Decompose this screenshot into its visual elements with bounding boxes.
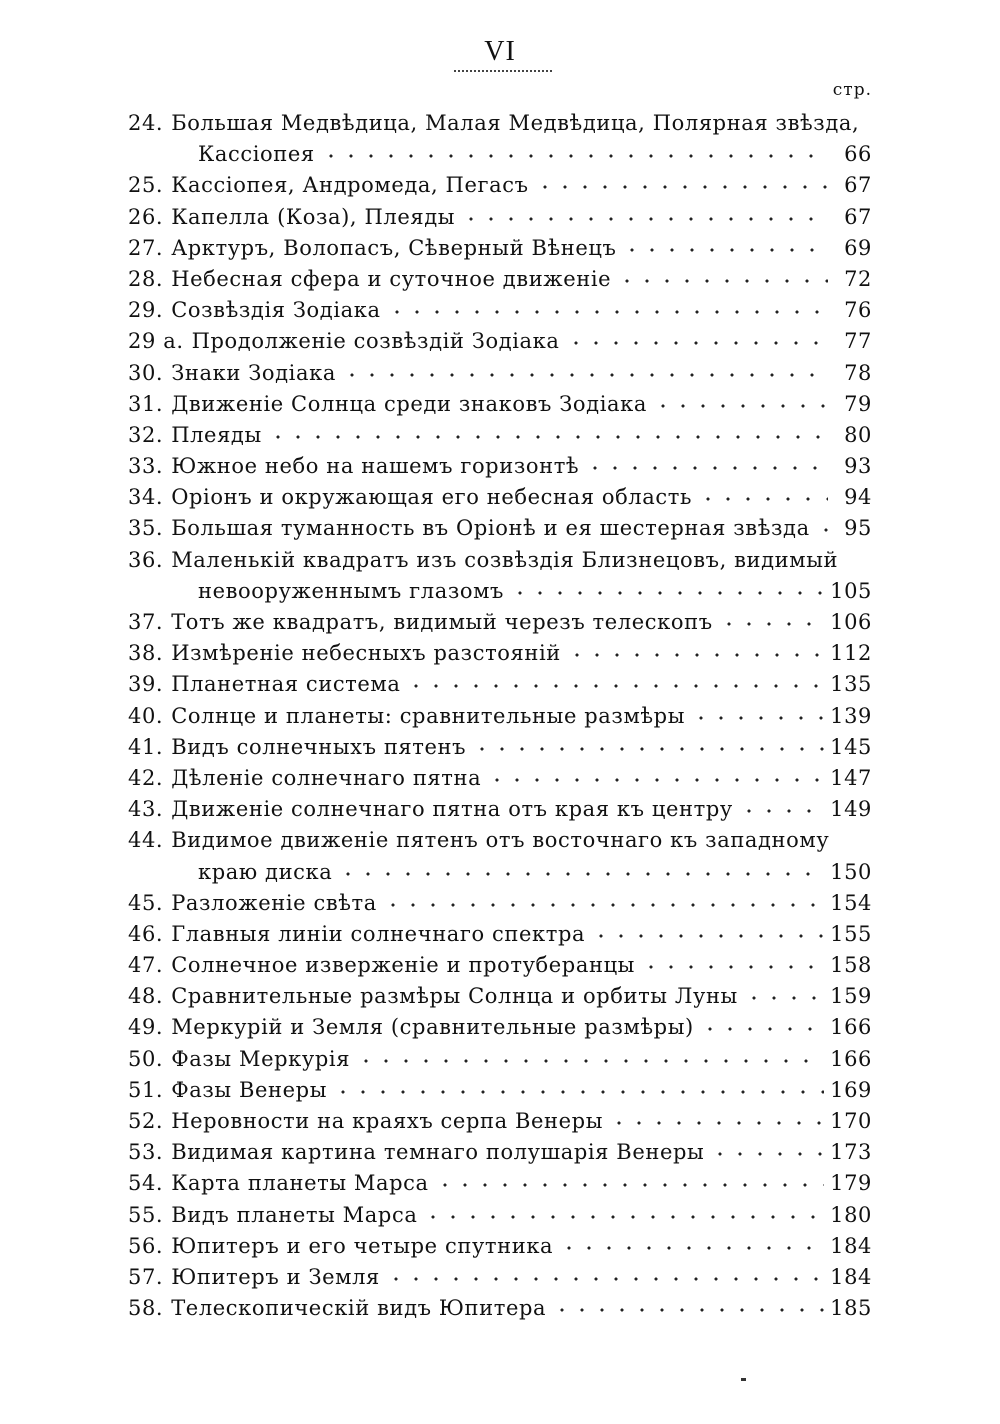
- dot-leader: [342, 357, 828, 378]
- dot-leader: [535, 169, 828, 190]
- toc-entry-number: 34.: [128, 485, 164, 510]
- toc-entry: [128, 202, 872, 233]
- toc-entry-line: [128, 1075, 872, 1106]
- toc-entry-title: Капелла (Коза), Плеяды: [171, 204, 456, 229]
- toc-entry: [128, 1012, 872, 1043]
- toc-entry-title: Измѣреніе небесныхъ разстояній: [171, 641, 561, 666]
- toc-entry-page: 94: [844, 485, 872, 510]
- toc-entry-number: 41.: [128, 734, 164, 759]
- dot-leader: [268, 419, 828, 440]
- toc-entry-page: 67: [844, 204, 872, 229]
- toc-entry-title: Продолженіе созвѣздій Зодіака: [191, 329, 560, 354]
- toc-entry-number: 47.: [128, 953, 164, 978]
- toc-entry-title: Видъ планеты Марса: [171, 1202, 418, 1227]
- toc-entry-title: Фазы Венеры: [171, 1077, 328, 1102]
- toc-entry-number: 48.: [128, 984, 164, 1009]
- dot-leader: [566, 325, 828, 346]
- toc-entry-line: [128, 1106, 872, 1137]
- toc-entry-page: 93: [844, 454, 872, 479]
- toc-entry-title: Южное небо на нашемъ горизонтѣ: [171, 454, 580, 479]
- toc-entry-line: [128, 763, 872, 794]
- toc-entry-page: 105: [830, 578, 872, 603]
- toc-entry-line: [128, 794, 872, 825]
- toc-entry: [128, 1200, 872, 1231]
- toc-entry-title: Большая Медвѣдица, Малая Медвѣдица, Полярная звѣзда,: [171, 111, 860, 135]
- toc-entry-title: Дѣленіе солнечнаго пятна: [171, 765, 482, 790]
- dot-leader: [700, 1011, 824, 1032]
- toc-entry-page: 185: [830, 1296, 872, 1321]
- toc-entry-number: 51.: [128, 1077, 164, 1102]
- dot-leader: [406, 668, 824, 689]
- toc-entry-title: Меркурій и Земля (сравнительные размѣры): [171, 1015, 694, 1040]
- toc-entry: [128, 513, 872, 544]
- toc-entry: [128, 451, 872, 482]
- toc-entry-page: 79: [844, 391, 872, 416]
- toc-entry-title: Созвѣздія Зодіака: [171, 298, 381, 323]
- toc-entry: [128, 1168, 872, 1199]
- toc-entry-line: [128, 576, 872, 607]
- toc-entry-title: Телескопическій видъ Юпитера: [171, 1296, 547, 1321]
- dot-leader: [423, 1199, 824, 1220]
- dot-leader: [472, 731, 824, 752]
- toc-entry-number: 50.: [128, 1046, 164, 1071]
- toc-entry: [128, 1293, 872, 1324]
- page-number: VI: [484, 36, 516, 67]
- toc-entry-page: 180: [830, 1202, 872, 1227]
- toc-entry: [128, 482, 872, 513]
- page-number-rule: [454, 70, 552, 72]
- toc-entry-line: [128, 139, 872, 170]
- toc-entry-line: [128, 1137, 872, 1168]
- dot-leader: [333, 1074, 824, 1095]
- toc-entry-page: 184: [830, 1264, 872, 1289]
- toc-entry-title: Главныя линіи солнечнаго спектра: [171, 921, 586, 946]
- toc-entry: [128, 1137, 872, 1168]
- toc-entry-number: 56.: [128, 1233, 164, 1258]
- toc-entry-line: [128, 545, 872, 576]
- toc-entry-number: 29.: [128, 298, 164, 323]
- toc-entry-title: краю диска: [198, 859, 333, 884]
- toc-entry-page: 80: [844, 422, 872, 447]
- toc-entry-number: 52.: [128, 1109, 164, 1133]
- toc-entry-page: 173: [830, 1140, 872, 1165]
- toc-entry-page: 149: [830, 797, 872, 822]
- toc-entry-title: Большая туманность въ Оріонѣ и ея шестерная звѣзда: [171, 516, 810, 541]
- toc-entry-page: 155: [830, 921, 872, 946]
- toc-entry-title: Тотъ же квадратъ, видимый черезъ телескопъ: [171, 610, 713, 634]
- dot-leader: [510, 575, 824, 596]
- toc-entry-line: [128, 482, 872, 513]
- toc-entry-page: 77: [844, 329, 872, 354]
- toc-entry: [128, 888, 872, 919]
- toc-entry-title: Оріонъ и окружающая его небесная область: [171, 485, 692, 510]
- toc-entry-number: 31.: [128, 391, 164, 416]
- toc-entry-number: 32.: [128, 422, 164, 447]
- toc-entry-number: 30.: [128, 360, 164, 385]
- toc-entry-title: Юпитеръ и Земля: [171, 1264, 380, 1289]
- toc-entry-number: 33.: [128, 454, 164, 479]
- toc-entry-title: Фазы Меркурія: [171, 1046, 351, 1071]
- toc-entry: [128, 669, 872, 700]
- toc-entry-number: 54.: [128, 1171, 164, 1196]
- toc-entry-number: 57.: [128, 1264, 164, 1289]
- toc-entry-line: [128, 170, 872, 201]
- toc-entry-page: 150: [830, 859, 872, 884]
- toc-entry: [128, 1044, 872, 1075]
- toc-entry: [128, 981, 872, 1012]
- toc-entry-page: 67: [844, 173, 872, 198]
- toc-entry-page: 166: [830, 1015, 872, 1040]
- toc-entry-number: 58.: [128, 1296, 164, 1321]
- toc-entry-number: 40.: [128, 703, 164, 728]
- toc-entry-title: Солнечное изверженіе и протуберанцы: [171, 953, 635, 978]
- toc-entry-number: 43.: [128, 797, 164, 822]
- toc-entry-page: 139: [830, 703, 872, 728]
- print-mark: [741, 1378, 746, 1381]
- toc-entry-page: 159: [830, 984, 872, 1009]
- toc-entry-title: Арктуръ, Волопасъ, Сѣверный Вѣнецъ: [171, 235, 617, 260]
- dot-leader: [739, 793, 824, 814]
- toc-entry: [128, 732, 872, 763]
- toc-entry-page: 179: [830, 1171, 872, 1196]
- toc-entry-title: Солнце и планеты: сравнительные размѣры: [171, 703, 686, 728]
- toc-entry: [128, 919, 872, 950]
- toc-entry-line: [128, 1168, 872, 1199]
- dot-leader: [617, 263, 828, 284]
- toc-entry: [128, 701, 872, 732]
- toc-entry-number: 44.: [128, 828, 164, 853]
- toc-entry-line: [128, 1012, 872, 1043]
- toc-entry-title: Кассіопея, Андромеда, Пегасъ: [171, 173, 529, 198]
- toc-entry-number: 38.: [128, 641, 164, 666]
- toc-entry-line: [128, 888, 872, 919]
- dot-leader: [719, 606, 824, 627]
- toc-entry-number: 39.: [128, 672, 164, 697]
- toc-entry-title: Знаки Зодіака: [171, 360, 336, 385]
- toc-entry-title: Разложеніе свѣта: [171, 890, 377, 915]
- dot-leader: [383, 887, 824, 908]
- toc-entry: [128, 295, 872, 326]
- toc-entry-line: [128, 669, 872, 700]
- toc-entry-title: Движеніе солнечнаго пятна отъ края къ центру: [171, 797, 733, 822]
- toc-entry-page: 145: [830, 734, 872, 759]
- toc-entry-line: [128, 513, 872, 544]
- toc-entry-line: [128, 981, 872, 1012]
- toc-entry-line: [128, 389, 872, 420]
- toc-entry-number: 45.: [128, 890, 164, 915]
- dot-leader: [585, 450, 828, 471]
- dot-leader: [356, 1043, 824, 1064]
- toc-entry: [128, 420, 872, 451]
- toc-entry: [128, 389, 872, 420]
- toc-entry-line: [128, 202, 872, 233]
- toc-entry-line: [128, 326, 872, 357]
- toc-entry-page: 169: [830, 1077, 872, 1102]
- toc-entry: [128, 1106, 872, 1137]
- toc-entry-title: Видъ солнечныхъ пятенъ: [171, 734, 467, 759]
- toc-entry-page: 184: [830, 1233, 872, 1258]
- toc-entry: [128, 950, 872, 981]
- toc-entry-line: [128, 1262, 872, 1293]
- toc-entry: [128, 638, 872, 669]
- toc-entry-number: 55.: [128, 1202, 164, 1227]
- toc-entry-number: 24.: [128, 111, 164, 135]
- table-of-contents: [128, 108, 872, 1324]
- toc-entry-page: 95: [844, 516, 872, 541]
- toc-entry-page: 170: [830, 1109, 872, 1133]
- toc-entry-line: [128, 701, 872, 732]
- toc-entry-number: 28.: [128, 266, 164, 291]
- toc-entry-title: Небесная сфера и суточное движеніе: [171, 266, 612, 291]
- toc-entry-title: Планетная система: [171, 672, 401, 697]
- dot-leader: [609, 1105, 824, 1126]
- toc-entry-number: 53.: [128, 1140, 164, 1165]
- toc-entry-line: [128, 233, 872, 264]
- toc-entry-page: 78: [844, 360, 872, 385]
- dot-leader: [559, 1230, 824, 1251]
- toc-entry-line: [128, 607, 872, 638]
- toc-entry-line: [128, 108, 872, 139]
- toc-entry-number: 37.: [128, 610, 164, 634]
- toc-entry-title: Видимая картина темнаго полушарія Венеры: [171, 1140, 705, 1165]
- toc-entry-title: Кассіопея: [198, 142, 315, 167]
- toc-entry: [128, 358, 872, 389]
- toc-entry-title: невооруженнымъ глазомъ: [198, 578, 505, 603]
- toc-entry-title: Маленькій квадратъ изъ созвѣздія Близнецовъ, видимый: [171, 547, 839, 572]
- toc-entry-line: [128, 295, 872, 326]
- dot-leader: [552, 1292, 824, 1313]
- toc-entry-line: [128, 950, 872, 981]
- toc-entry-line: [128, 732, 872, 763]
- toc-entry-page: 112: [830, 641, 872, 666]
- toc-entry: [128, 1262, 872, 1293]
- toc-entry-number: 26.: [128, 204, 164, 229]
- toc-entry-line: [128, 451, 872, 482]
- toc-entry-line: [128, 825, 872, 856]
- toc-entry-page: 106: [830, 610, 872, 634]
- dot-leader: [487, 762, 824, 783]
- toc-entry-line: [128, 1293, 872, 1324]
- dot-leader: [567, 637, 824, 658]
- toc-entry: [128, 763, 872, 794]
- toc-entry-title: Карта планеты Марса: [171, 1171, 429, 1196]
- toc-entry-number: 42.: [128, 765, 164, 790]
- dot-leader: [591, 918, 824, 939]
- toc-entry-line: [128, 919, 872, 950]
- dot-leader: [386, 1261, 824, 1282]
- toc-entry: [128, 170, 872, 201]
- dot-leader: [816, 512, 828, 533]
- dot-leader: [744, 980, 824, 1001]
- dot-leader: [435, 1167, 824, 1188]
- toc-entry-number: 35.: [128, 516, 164, 541]
- toc-entry-number: 49.: [128, 1015, 164, 1040]
- toc-entry-line: [128, 1231, 872, 1262]
- dot-leader: [387, 294, 828, 315]
- toc-entry-number: 25.: [128, 173, 164, 198]
- toc-entry-page: 72: [844, 266, 872, 291]
- toc-entry-line: [128, 264, 872, 295]
- dot-leader: [461, 201, 828, 222]
- toc-entry-title: Юпитеръ и его четыре спутника: [171, 1233, 554, 1258]
- toc-entry-page: 69: [844, 235, 872, 260]
- toc-entry-page: 66: [844, 142, 872, 167]
- toc-entry-page: 135: [830, 672, 872, 697]
- toc-entry: [128, 607, 872, 638]
- toc-entry: [128, 1075, 872, 1106]
- dot-leader: [710, 1136, 824, 1157]
- dot-leader: [653, 388, 828, 409]
- toc-entry-line: [128, 358, 872, 389]
- dot-leader: [698, 481, 828, 502]
- toc-entry: [128, 825, 872, 887]
- toc-entry-title: Движеніе Солнца среди знаковъ Зодіака: [171, 391, 647, 416]
- toc-entry: [128, 233, 872, 264]
- toc-entry-number: 27.: [128, 235, 164, 260]
- dot-leader: [622, 232, 828, 253]
- toc-entry-line: [128, 1200, 872, 1231]
- toc-entry: [128, 326, 872, 357]
- page-column-header: стр.: [832, 80, 872, 100]
- toc-entry-number: 46.: [128, 921, 164, 946]
- toc-entry-page: 158: [830, 953, 872, 978]
- toc-entry: [128, 264, 872, 295]
- toc-entry: [128, 545, 872, 607]
- toc-entry-line: [128, 420, 872, 451]
- dot-leader: [338, 856, 824, 877]
- toc-entry-title: Сравнительные размѣры Солнца и орбиты Луны: [171, 984, 738, 1009]
- dot-leader: [321, 138, 828, 159]
- toc-entry-number: 29 а.: [128, 329, 184, 354]
- toc-entry-page: 154: [830, 890, 872, 915]
- toc-entry-title: Видимое движеніе пятенъ отъ восточнаго къ западному: [171, 828, 830, 853]
- toc-entry-line: [128, 857, 872, 888]
- toc-entry: [128, 1231, 872, 1262]
- dot-leader: [691, 700, 824, 721]
- toc-entry-page: 76: [844, 298, 872, 323]
- toc-entry: [128, 794, 872, 825]
- toc-entry-number: 36.: [128, 547, 164, 572]
- dot-leader: [641, 949, 824, 970]
- toc-entry-title: Неровности на краяхъ серпа Венеры: [171, 1109, 604, 1133]
- toc-entry: [128, 108, 872, 170]
- toc-entry-page: 166: [830, 1046, 872, 1071]
- toc-entry-line: [128, 638, 872, 669]
- toc-entry-page: 147: [830, 765, 872, 790]
- toc-entry-title: Плеяды: [171, 422, 262, 447]
- toc-entry-line: [128, 1044, 872, 1075]
